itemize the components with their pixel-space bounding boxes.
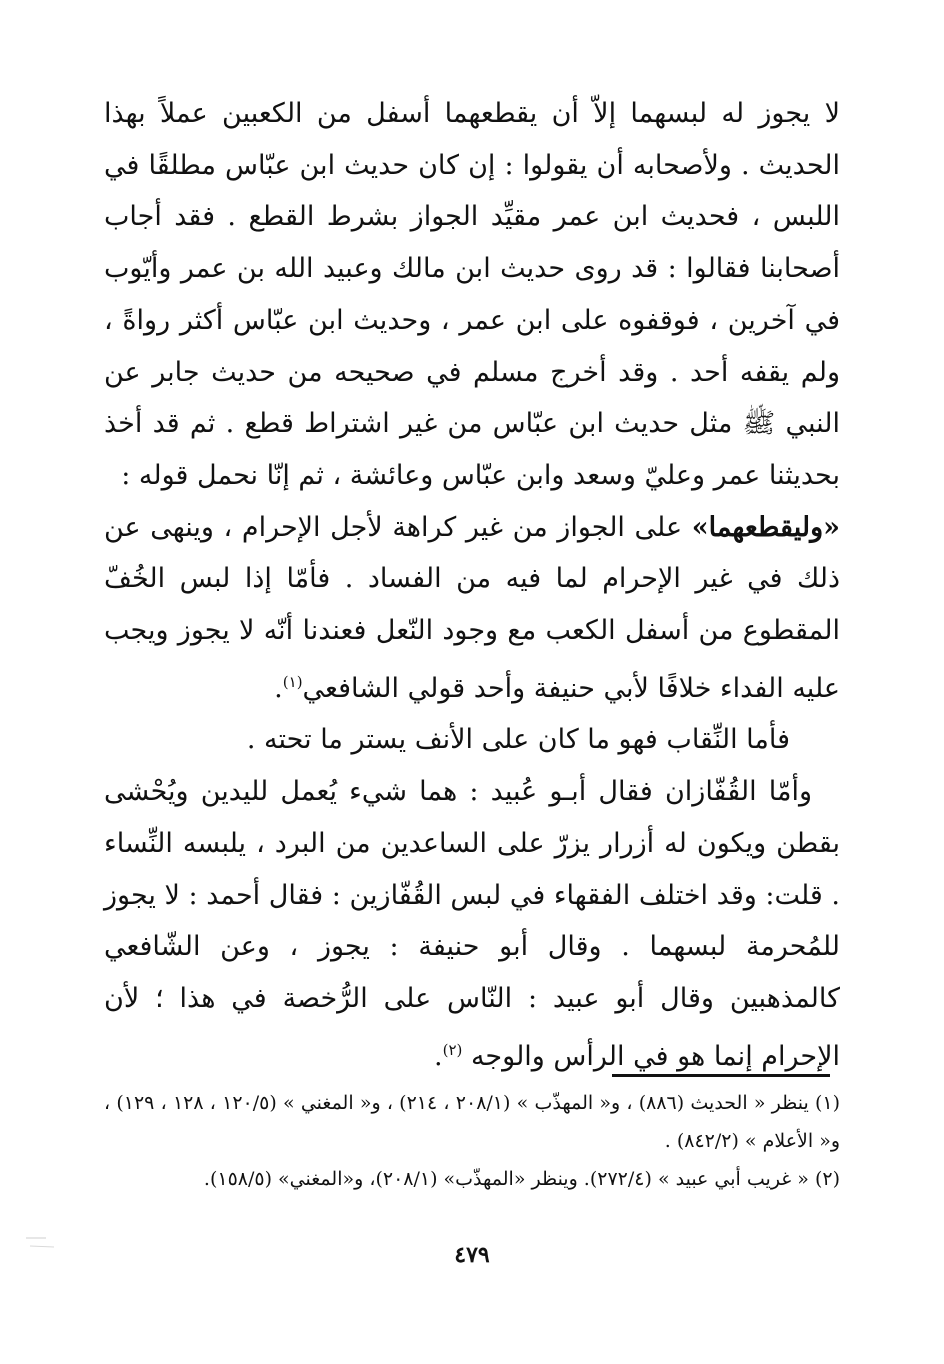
paragraph-3 — [104, 714, 840, 766]
footnote-1: (١) ينظر « الحديث (٨٨٦) ، و« المهذّب » (٢٠٨/١ ، ٢١٤) ، و« المغني » (١٢٠/٥ ، ١٢٨ ، ١٢٩) ، و« الأعلام » (٨٤٢/٢) . — [104, 1092, 841, 1152]
footnote-separator — [612, 1074, 830, 1077]
paragraph-4-end: . — [433, 1040, 443, 1072]
scan-smudge — [22, 1232, 58, 1254]
paragraph-1-text: لا يجوز له لبسهما إلاّ أن يقطعهما أسفل من الكعبين عملاً بهذا الحديث . ولأصحابه أن يقولوا : إن كان حديث ابن عبّاس مطلقًا في اللبس ، فحديث ابن عمر مقيِّد الجواز بشرط القطع . فقد أجاب أصحابنا فقالوا : قد روى حديث ابن مالك وعبيد الله بن عمر وأيّوب في آخرين ، فوقفوه على ابن عمر ، وحديث ابن عبّاس أكثر رواةً ، ولم يقفه أحد . وقد أخرج مسلم في صحيحه من حديث جابر عن النبي ﷺ مثل حديث ابن عبّاس من غير اشتراط قطع . ثم قد أخذ بحديثنا عمر وعليّ وسعد وابن عبّاس وعائشة ، ثم إنّا نحمل قوله : — [104, 98, 840, 491]
quoted-word: «وليقطعهما» — [691, 511, 840, 543]
footnotes — [104, 1084, 840, 1198]
footnote-ref-1: (١) — [282, 672, 303, 691]
paragraph-2-end: . — [274, 672, 283, 704]
page-number: ٤٧٩ — [454, 1242, 490, 1268]
paragraph-4 — [104, 766, 840, 1082]
paragraph-2-text: على الجواز من غير كراهة لأجل الإحرام ، وينهى عن ذلك في غير الإحرام لما فيه من الفساد . فأمّا إذا لبس الخُفّ المقطوع من أسفل الكعب مع وجود النّعل فعندنا أنّه لا يجوز ويجب عليه الفداء خلافًا لأبي حنيفة وأحد قولي الشافعي — [104, 511, 840, 704]
paragraph-1 — [104, 88, 840, 502]
main-text — [104, 88, 840, 1082]
paragraph-2 — [104, 502, 840, 715]
footnote-2: (٢) « غريب أبي عبيد » (٢٧٢/٤). وينظر «المهذّب» (٢٠٨/١)، و«المغني» (١٥٨/٥). — [203, 1168, 840, 1190]
paragraph-3-text: فأما النِّقاب فهو ما كان على الأنف يستر ما تحته . — [246, 724, 790, 756]
paragraph-4-text: وأمّا القُفّازان فقال أبـو عُبيد : هما شيء يُعمل لليدين ويُحْشى بقطن ويكون له أزرار يزرّ على الساعدين من البرد ، يلبسه النِّساء . قلت: وقد اختلف الفقهاء في لبس القُفّازين : فقال أحمد : لا يجوز للمُحرمة لبسهما . وقال أبو حنيفة : يجوز ، وعن الشّافعي كالمذهبين وقال أبو عبيد : النّاس على الرُّخصة في هذا ؛ لأن الإحرام إنما هو في الرأس والوجه — [104, 776, 840, 1072]
footnote-ref-2: (٢) — [442, 1040, 463, 1059]
